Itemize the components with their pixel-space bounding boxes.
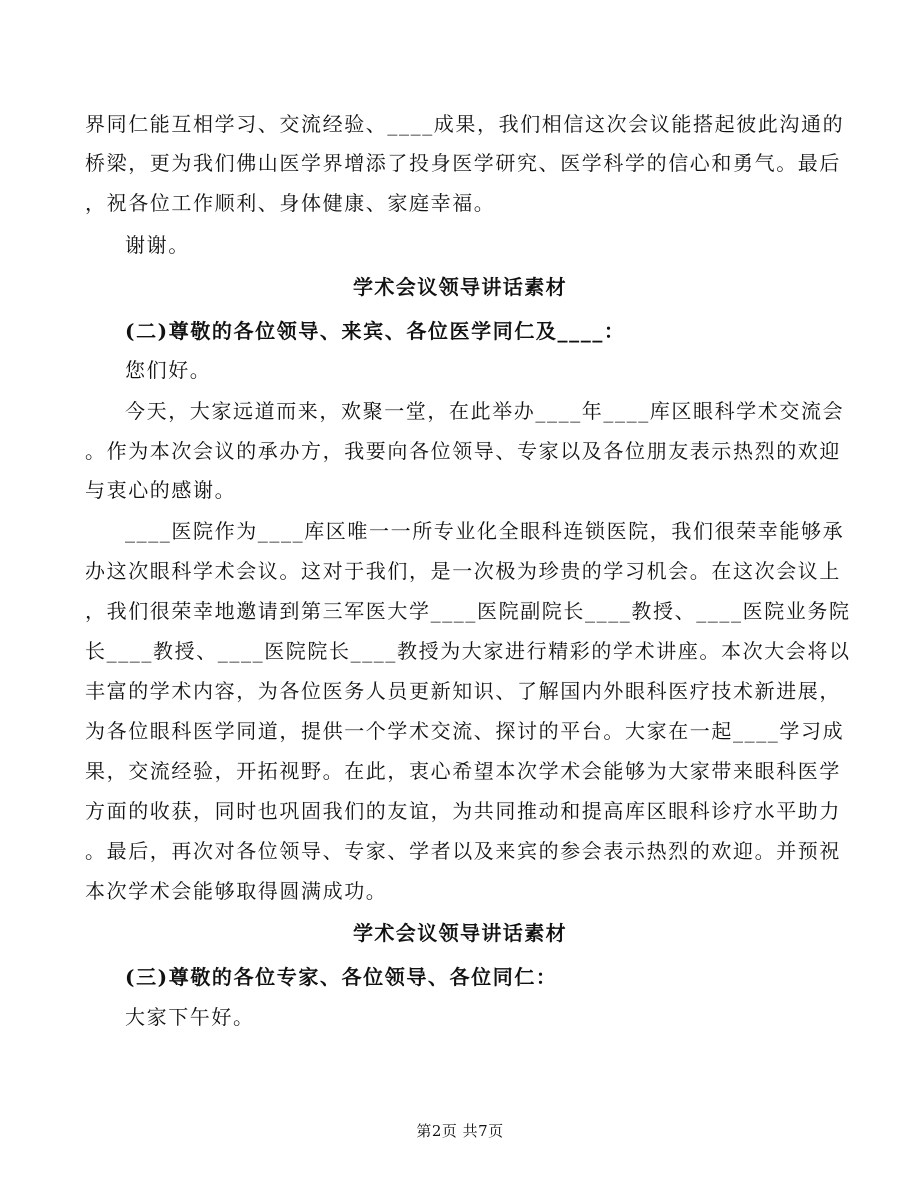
text-line: ，我们很荣幸地邀请到第三军医大学____医院副院长____教授、____医院业务院 xyxy=(85,599,851,623)
salutation: (二)尊敬的各位领导、来宾、各位医学同仁及____： xyxy=(125,319,626,343)
text-line: 为各位眼科医学同道，提供一个学术交流、探讨的平台。大家在一起____学习成 xyxy=(85,719,845,743)
section-title: 学术会议领导讲话素材 xyxy=(353,275,567,299)
greeting: 大家下午好。 xyxy=(125,1005,255,1029)
text-line: 。最后，再次对各位领导、专家、学者以及来宾的参会表示热烈的欢迎。并预祝 xyxy=(85,839,841,863)
text-line: ，祝各位工作顺利、身体健康、家庭幸福。 xyxy=(85,191,496,215)
text-line: 今天，大家远道而来，欢聚一堂，在此举办____年____库区眼科学术交流会 xyxy=(125,399,845,423)
section-title: 学术会议领导讲话素材 xyxy=(353,921,567,945)
text-line: 界同仁能互相学习、交流经验、____成果，我们相信这次会议能搭起彼此沟通的 xyxy=(85,112,845,136)
text-line: ____医院作为____库区唯一一所专业化全眼科连锁医院，我们很荣幸能够承 xyxy=(125,519,845,543)
text-line: 果，交流经验，开拓视野。在此，衷心希望本次学术会能够为大家带来眼科医学 xyxy=(85,759,841,783)
text-line: 与衷心的感谢。 xyxy=(85,478,237,502)
text-line: 本次学术会能够取得圆满成功。 xyxy=(85,879,388,903)
text-line: 办这次眼科学术会议。这对于我们，是一次极为珍贵的学习机会。在这次会议上 xyxy=(85,559,841,583)
text-line: 长____教授、____医院院长____教授为大家进行精彩的学术讲座。本次大会将以 xyxy=(85,639,851,663)
text-line: 丰富的学术内容，为各位医务人员更新知识、了解国内外眼科医疗技术新进展， xyxy=(85,679,841,703)
thanks-text: 谢谢。 xyxy=(125,233,190,257)
salutation: (三)尊敬的各位专家、各位领导、各位同仁： xyxy=(125,965,558,989)
greeting: 您们好。 xyxy=(125,358,212,382)
text-line: 。作为本次会议的承办方，我要向各位领导、专家以及各位朋友表示热烈的欢迎 xyxy=(85,439,841,463)
text-line: 桥梁，更为我们佛山医学界增添了投身医学研究、医学科学的信心和勇气。最后 xyxy=(85,151,841,175)
text-line: 方面的收获，同时也巩固我们的友谊，为共同推动和提高库区眼科诊疗水平助力 xyxy=(85,799,841,823)
page-number-footer: 第2页 共7页 xyxy=(416,1122,504,1140)
